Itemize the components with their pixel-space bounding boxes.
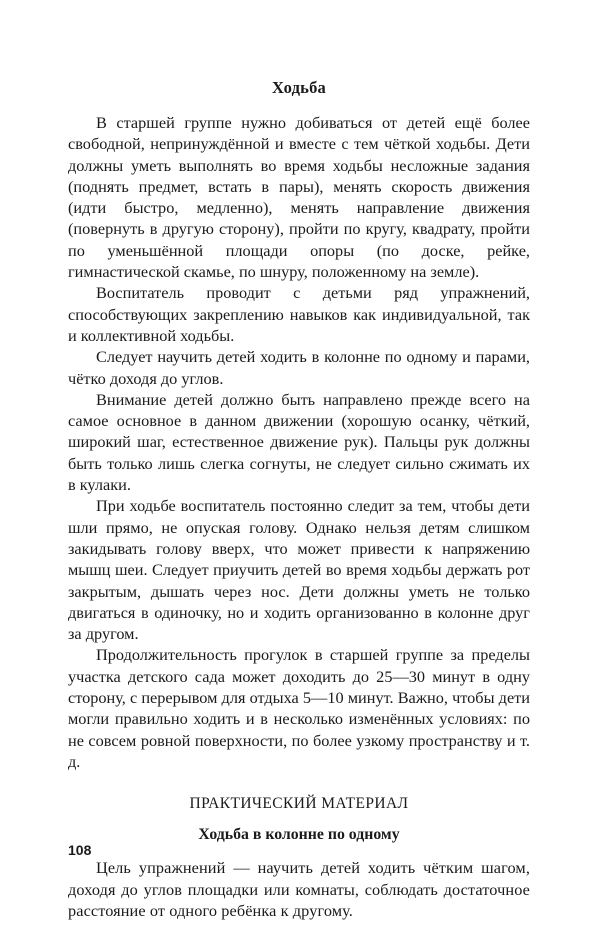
section-title: ПРАКТИЧЕСКИЙ МАТЕРИАЛ [189, 795, 409, 813]
paragraph-walks: Продолжительность прогулок в старшей группе за пределы участка детского сада может доходить до 25—30 минут в одну сторону, с перерывом для отдыха 5—10 минут. Важно, чтобы дети могли правильно ходить и в несколько изменённых условиях: по не совсем ровной поверхности, по более узкому пространству и т. д. [68, 645, 530, 771]
subsection-title: Ходьба в колонне по одному [198, 826, 400, 844]
heading: Ходьба [272, 78, 326, 97]
page-number: 108 [68, 842, 92, 858]
page-content [68, 78, 530, 921]
paragraph-attention: Внимание детей должно быть направлено прежде всего на самое основное в данном движении (хорошую осанку, чёткий, широкий шаг, естественное движение рук). Пальцы рук должны быть только лишь слегка согнуты, не следует сильно сжимать их в кулаки. [68, 389, 530, 495]
paragraph-posture: При ходьбе воспитатель постоянно следит за тем, чтобы дети шли прямо, не опуская голову. Однако нельзя детям слишком закидывать голову вверх, что может привести к напряжению мышц шеи. Следует приучить детей во время ходьбы держать рот закрытым, дышать через нос. Дети должны уметь не только двигаться в одиночку, но и ходить организованно в колонне друг за другом. [68, 496, 530, 644]
paragraph-column: Следует научить детей ходить в колонне по одному и парами, чётко доходя до углов. [68, 347, 530, 388]
paragraph-intro: В старшей группе нужно добиваться от детей ещё более свободной, непринуждённой и вместе с тем чёткой ходьбы. Дети должны уметь выполнять во время ходьбы несложные задания (поднять предмет, встать в пары), менять скорость движения (идти быстро, медленно), менять направление движения (повернуть в другую сторону), пройти по кругу, квадрату, пройти по уменьшённой площади опоры (по доске, рейке, гимнастической скамье, по шнуру, положенному на земле). [68, 113, 530, 282]
paragraph-exercises: Воспитатель проводит с детьми ряд упражнений, способствующих закреплению навыков как индивидуальной, так и коллективной ходьбы. [68, 283, 530, 345]
paragraph-goal: Цель упражнений — научить детей ходить чётким шагом, доходя до углов площадки или комнаты, соблюдать достаточное расстояние от одного ребёнка к другому. [68, 858, 530, 920]
